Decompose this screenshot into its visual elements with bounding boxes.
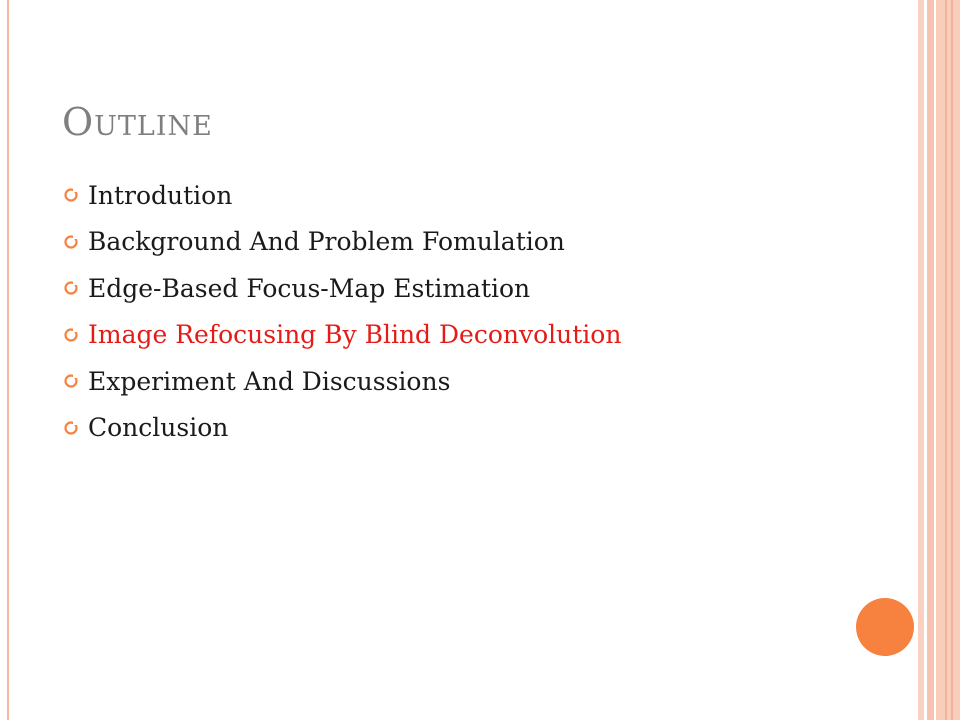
- bullet-item: [62, 358, 621, 405]
- bullet-item: [62, 405, 621, 452]
- decorative-stripe: [945, 0, 947, 720]
- bullet-text: Image Refocusing By Blind Deconvolution: [88, 320, 622, 350]
- bullet-text: Edge-Based Focus-Map Estimation: [88, 273, 531, 303]
- bullet-text: Experiment And Discussions: [88, 366, 451, 396]
- decorative-stripe: [936, 0, 960, 720]
- orange-circle-icon: [856, 598, 914, 656]
- bullet-item: [62, 265, 621, 312]
- bullet-item: [62, 219, 621, 266]
- ring-bullet-icon: [62, 326, 80, 344]
- bullet-item: [62, 172, 621, 219]
- bullet-text: Background And Problem Fomulation: [88, 227, 565, 257]
- bullet-list: [62, 172, 621, 451]
- bullet-text: Conclusion: [88, 413, 229, 443]
- bullet-item: [62, 312, 621, 359]
- ring-bullet-icon: [62, 372, 80, 390]
- ring-bullet-icon: [62, 233, 80, 251]
- bullet-text: Introdution: [88, 180, 233, 210]
- left-border-line: [7, 0, 9, 720]
- ring-bullet-icon: [62, 279, 80, 297]
- decorative-stripe: [927, 0, 934, 720]
- slide-title: Outline: [62, 100, 213, 144]
- ring-bullet-icon: [62, 186, 80, 204]
- ring-bullet-icon: [62, 419, 80, 437]
- decorative-stripe: [951, 0, 953, 720]
